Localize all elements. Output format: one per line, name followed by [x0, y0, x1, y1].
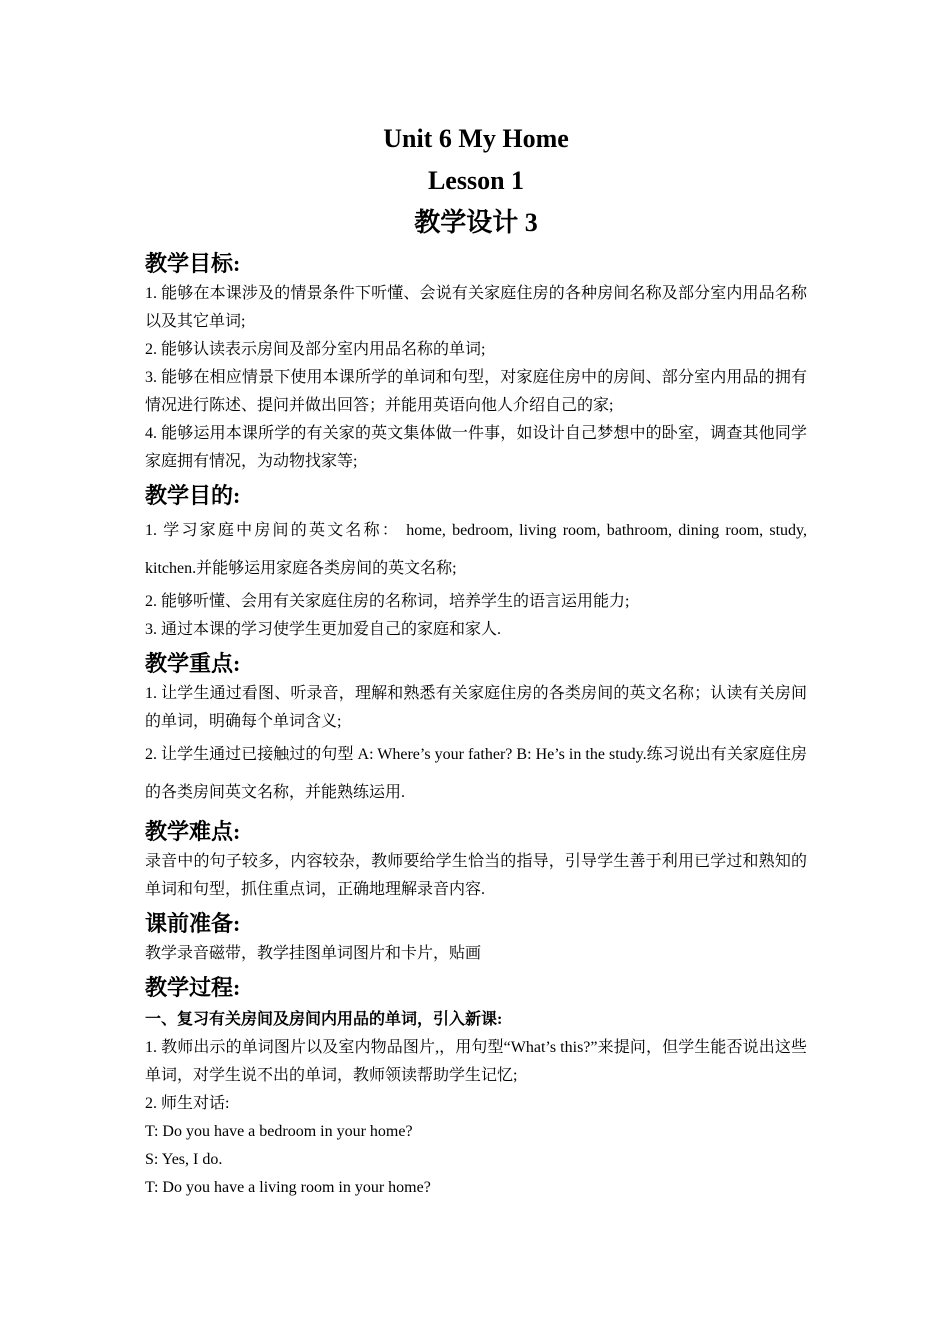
objective-item: 3. 能够在相应情景下使用本课所学的单词和句型，对家庭住房中的房间、部分室内用品的拥有情况进行陈述、提问并做出回答；并能用英语向他人介绍自己的家;	[145, 369, 807, 414]
objective-item: 2. 能够认读表示房间及部分室内用品名称的单词;	[145, 341, 486, 358]
dialogue-line: S: Yes, I do.	[145, 1151, 223, 1168]
key-point-item: 1. 让学生通过看图、听录音，理解和熟悉有关家庭住房的各类房间的英文名称；认读有关房间的单词，明确每个单词含义;	[145, 685, 807, 730]
difficulty-item: 录音中的句子较多，内容较杂，教师要给学生恰当的指导，引导学生善于利用已学过和熟知的单词和句型，抓住重点词，正确地理解录音内容.	[145, 853, 807, 898]
heading-preparation: 课前准备:	[145, 911, 241, 936]
dialogue-line: T: Do you have a living room in your home?	[145, 1179, 431, 1196]
purpose-item: 3. 通过本课的学习使学生更加爱自己的家庭和家人.	[145, 621, 502, 638]
heading-difficulties: 教学难点:	[145, 819, 241, 844]
title-lesson: Lesson 1	[427, 166, 525, 195]
purpose-item: 2. 能够听懂、会用有关家庭住房的名称词，培养学生的语言运用能力;	[145, 593, 630, 610]
heading-purpose: 教学目的:	[145, 483, 241, 508]
process-subheading: 一、复习有关房间及房间内用品的单词，引入新课:	[145, 1011, 503, 1028]
process-item: 1. 教师出示的单词图片以及室内物品图片,，用句型“What’s this?”来提问，但学生能否说出这些单词，对学生说不出的单词，教师领读帮助学生记忆;	[145, 1039, 807, 1084]
heading-key-points: 教学重点:	[145, 651, 241, 676]
document-page	[145, 118, 807, 1202]
key-point-item: 2. 让学生通过已接触过的句型 A: Where’s your father? B: He’s in the study.练习说出有关家庭住房的各类房间英文名称，并能熟练运用.	[145, 746, 807, 801]
title-design: 教学设计 3	[414, 208, 538, 237]
process-item: 2. 师生对话:	[145, 1095, 230, 1112]
heading-process: 教学过程:	[145, 975, 241, 1000]
purpose-item: 1. 学习家庭中房间的英文名称： home, bedroom, living room, bathroom, dining room, study, kitchen.并能够运用家庭各类房间的英文名称;	[145, 522, 807, 577]
dialogue-line: T: Do you have a bedroom in your home?	[145, 1123, 413, 1140]
title-unit: Unit 6 My Home	[383, 124, 569, 153]
objective-item: 4. 能够运用本课所学的有关家的英文集体做一件事，如设计自己梦想中的卧室，调查其他同学家庭拥有情况，为动物找家等;	[145, 425, 807, 470]
heading-objectives: 教学目标:	[145, 251, 241, 276]
objective-item: 1. 能够在本课涉及的情景条件下听懂、会说有关家庭住房的各种房间名称及部分室内用品名称以及其它单词;	[145, 285, 807, 330]
preparation-item: 教学录音磁带，教学挂图单词图片和卡片，贴画	[145, 945, 482, 962]
